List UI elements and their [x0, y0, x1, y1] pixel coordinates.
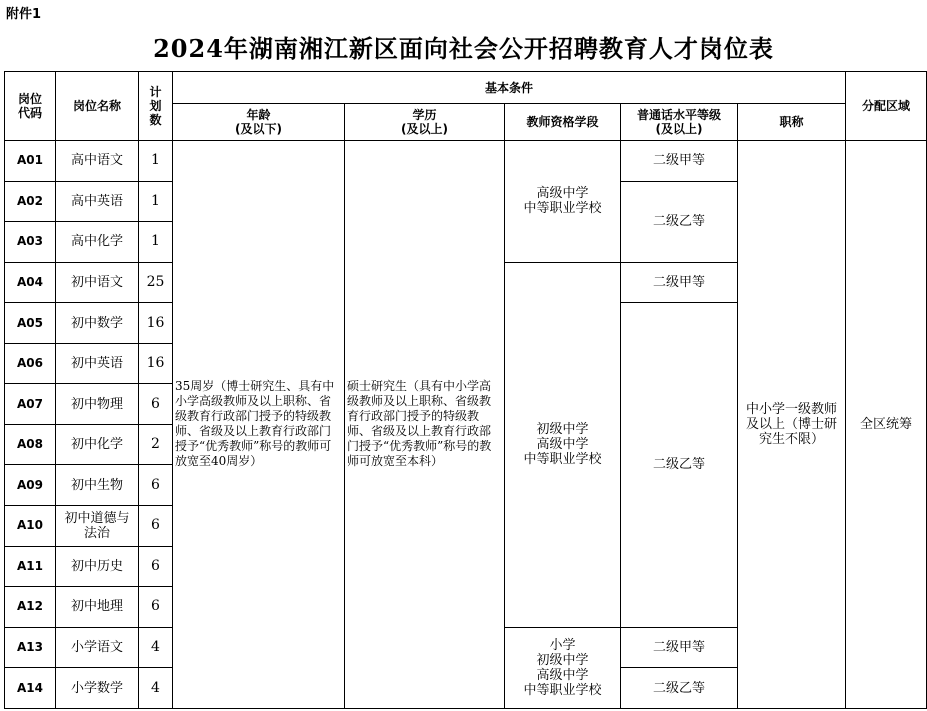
header-title-rank: 职称: [738, 104, 846, 141]
row-name: 初中语文: [56, 262, 139, 303]
row-code: A05: [5, 303, 56, 344]
header-education: 学历 (及以上): [345, 104, 505, 141]
row-count: 2: [139, 424, 173, 465]
row-count: 4: [139, 627, 173, 668]
row-name: 初中英语: [56, 343, 139, 384]
row-count: 6: [139, 506, 173, 547]
mandarin-level: 二级甲等: [621, 262, 738, 303]
row-count: 6: [139, 384, 173, 425]
row-code: A14: [5, 668, 56, 709]
mandarin-level: 二级乙等: [621, 303, 738, 628]
row-name: 高中语文: [56, 140, 139, 181]
row-name: 小学语文: [56, 627, 139, 668]
row-code: A13: [5, 627, 56, 668]
row-count: 1: [139, 140, 173, 181]
table-row: [5, 140, 927, 181]
row-code: A11: [5, 546, 56, 587]
page-title: 2024年湖南湘江新区面向社会公开招聘教育人才岗位表: [153, 34, 774, 63]
age-requirement: 35周岁（博士研究生、具有中小学高级教师及以上职称、省级教育行政部门授予的特级教师、省级及以上教育行政部门授予“优秀教师”称号的教师可放宽至40周岁）: [173, 140, 345, 708]
mandarin-level: 二级乙等: [621, 668, 738, 709]
title-rank-requirement: 中小学一级教师及以上（博士研究生不限）: [738, 140, 846, 708]
row-name: 初中生物: [56, 465, 139, 506]
row-count: 4: [139, 668, 173, 709]
row-code: A04: [5, 262, 56, 303]
header-area: 分配区域: [846, 72, 927, 141]
row-name: 初中物理: [56, 384, 139, 425]
row-code: A12: [5, 587, 56, 628]
row-name: 初中道德与 法治: [56, 506, 139, 547]
row-count: 1: [139, 181, 173, 222]
header-code: 岗位 代码: [5, 72, 56, 141]
education-requirement: 硕士研究生（具有中小学高级教师及以上职称、省级教育行政部门授予的特级教师、省级及以上教育行政部门授予“优秀教师”称号的教师可放宽至本科）: [345, 140, 505, 708]
cert-group-middle: 初级中学 高级中学 中等职业学校: [505, 262, 621, 627]
row-count: 6: [139, 465, 173, 506]
row-name: 初中数学: [56, 303, 139, 344]
row-code: A02: [5, 181, 56, 222]
row-code: A08: [5, 424, 56, 465]
header-cert: 教师资格学段: [505, 104, 621, 141]
row-code: A03: [5, 222, 56, 263]
mandarin-level: 二级甲等: [621, 627, 738, 668]
row-count: 6: [139, 546, 173, 587]
row-count: 25: [139, 262, 173, 303]
row-code: A01: [5, 140, 56, 181]
row-name: 初中历史: [56, 546, 139, 587]
row-code: A09: [5, 465, 56, 506]
mandarin-level: 二级乙等: [621, 181, 738, 262]
header-basic-conditions: 基本条件: [173, 72, 846, 104]
row-code: A07: [5, 384, 56, 425]
row-code: A10: [5, 506, 56, 547]
row-name: 高中化学: [56, 222, 139, 263]
header-mandarin: 普通话水平等级 (及以上): [621, 104, 738, 141]
cert-group-all: 小学 初级中学 高级中学 中等职业学校: [505, 627, 621, 708]
row-count: 16: [139, 343, 173, 384]
row-name: 初中地理: [56, 587, 139, 628]
row-count: 16: [139, 303, 173, 344]
mandarin-level: 二级甲等: [621, 140, 738, 181]
recruitment-table: [4, 71, 927, 709]
row-count: 6: [139, 587, 173, 628]
header-age: 年龄 (及以下): [173, 104, 345, 141]
header-plan: 计 划 数: [139, 72, 173, 141]
header-name: 岗位名称: [56, 72, 139, 141]
row-name: 初中化学: [56, 424, 139, 465]
row-name: 高中英语: [56, 181, 139, 222]
row-count: 1: [139, 222, 173, 263]
row-code: A06: [5, 343, 56, 384]
allocation-area: 全区统筹: [846, 140, 927, 708]
cert-group-high: 高级中学 中等职业学校: [505, 140, 621, 262]
row-name: 小学数学: [56, 668, 139, 709]
attachment-label: 附件1: [6, 7, 42, 22]
